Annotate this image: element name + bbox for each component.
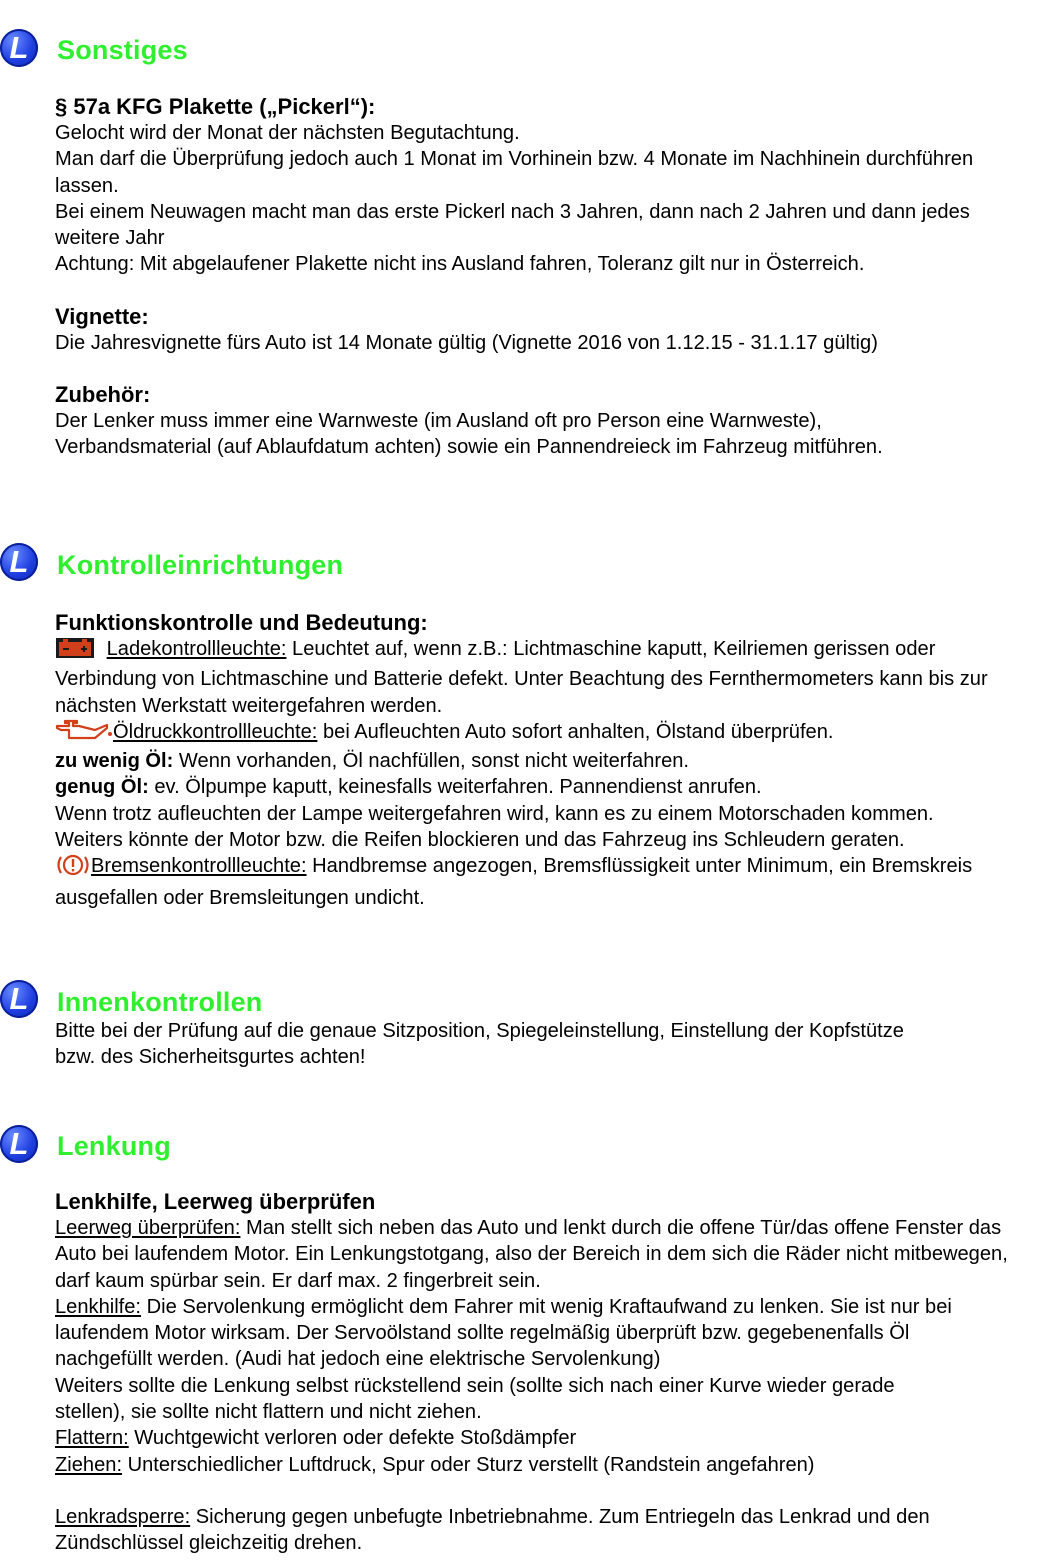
lenkhilfe-paragraph bbox=[55, 1294, 985, 1373]
brake-warning-icon bbox=[55, 853, 91, 884]
oeldruck-text: bei Aufleuchten Auto sofort anhalten, Ölstand überprüfen. bbox=[317, 720, 834, 743]
learner-badge-icon: L bbox=[0, 980, 38, 1018]
funktionskontrolle-heading: Funktionskontrolle und Bedeutung: bbox=[55, 610, 428, 635]
flattern-label: Flattern: bbox=[55, 1427, 129, 1450]
ziehen-text: Unterschiedlicher Luftdruck, Spur oder Sturz verstellt (Randstein angefahren) bbox=[122, 1453, 815, 1476]
flattern-paragraph bbox=[55, 1425, 1015, 1451]
zubehoer-text: Der Lenker muss immer eine Warnweste (im Ausland oft pro Person eine Warnweste), Verbandsmaterial (auf Ablaufdatum achten) sowie ein Pannendreieck im Fahrzeug mitführen. bbox=[55, 410, 883, 459]
bremsen-label: Bremsenkontrollleuchte: bbox=[91, 855, 307, 878]
oeldruck-paragraph bbox=[55, 719, 1015, 748]
lenkhilfe-text: Die Servolenkung ermöglicht dem Fahrer mit wenig Kraftaufwand zu lenken. Sie ist nur bei laufendem Motor wirksam. Der Servoölstand sollte regelmäßig überprüft bzw. gegebenenfalls Öl nachgefüllt werden. (Audi hat jedoch eine elektrische Servolenkung) bbox=[55, 1295, 952, 1371]
lenkung-body bbox=[55, 1189, 1015, 1557]
leerweg-paragraph bbox=[55, 1215, 1015, 1294]
ladekontrolle-text: Leuchtet auf, wenn z.B.: Lichtmaschine kaputt, Keilriemen gerissen oder Verbindung von Lichtmaschine und Batterie defekt. Unter Beachtung des Fernthermometers kann bis zur nächsten Werkstatt weitergefahren werden. bbox=[55, 638, 988, 717]
lenkradsperre-label: Lenkradsperre: bbox=[55, 1505, 191, 1528]
weiters-text: Weiters sollte die Lenkung selbst rückstellend sein (sollte sich nach einer Kurve wieder gerade stellen), sie sollte nicht flattern und nicht ziehen. bbox=[55, 1374, 895, 1424]
innenkontrollen-text: Bitte bei der Prüfung auf die genaue Sitzposition, Spiegeleinstellung, Einstellung der Kopfstütze bzw. des Sicherheitsgurtes achten! bbox=[55, 1020, 904, 1069]
pickerl-heading: § 57a KFG Plakette („Pickerl“): bbox=[55, 94, 376, 119]
ziehen-label: Ziehen: bbox=[55, 1453, 123, 1476]
flattern-text: Wuchtgewicht verloren oder defekte Stoßdämpfer bbox=[128, 1427, 577, 1450]
lenkradsperre-text: Sicherung gegen unbefugte Inbetriebnahme. Zum Entriegeln das Lenkrad und den Zündschlüssel gleichzeitig drehen. bbox=[55, 1505, 930, 1555]
learner-badge-icon: L bbox=[0, 1125, 38, 1163]
pickerl-line: Bei einem Neuwagen macht man das erste Pickerl nach 3 Jahren, dann nach 2 Jahren und dann jedes weitere Jahr bbox=[55, 200, 970, 250]
zuwenig-text: Wenn vorhanden, Öl nachfüllen, sonst nicht weiterfahren. bbox=[173, 750, 689, 773]
pickerl-line: Gelocht wird der Monat der nächsten Begutachtung. bbox=[55, 122, 520, 144]
learner-badge-icon: L bbox=[0, 543, 38, 581]
zuwenig-label: zu wenig Öl: bbox=[55, 750, 174, 773]
ziehen-paragraph bbox=[55, 1452, 1015, 1478]
genug-label: genug Öl: bbox=[55, 776, 149, 799]
vignette-text: Die Jahresvignette fürs Auto ist 14 Monate gültig (Vignette 2016 von 1.12.15 - 31.1.17 gültig) bbox=[55, 331, 878, 354]
ladekontrolle-label: Ladekontrollleuchte: bbox=[106, 638, 287, 660]
bremsen-text: Handbremse angezogen, Bremsflüssigkeit unter Minimum, ein Bremskreis ausgefallen oder Bremsleitungen undicht. bbox=[55, 855, 973, 909]
learner-badge-icon: L bbox=[0, 29, 38, 67]
genug-text: ev. Ölpumpe kaputt, keinesfalls weiterfahren. Pannendienst anrufen. bbox=[148, 776, 762, 799]
section-title-sonstiges: Sonstiges bbox=[57, 35, 188, 65]
section-title-lenkung: Lenkung bbox=[57, 1131, 171, 1161]
section-title-innenkontrollen: Innenkontrollen bbox=[57, 987, 263, 1017]
lenkhilfe-label: Lenkhilfe: bbox=[55, 1295, 142, 1318]
oil-can-icon bbox=[55, 719, 113, 748]
zubehoer-heading: Zubehör: bbox=[55, 382, 151, 408]
section-title-kontrolleinrichtungen: Kontrolleinrichtungen bbox=[57, 550, 344, 580]
lenkradsperre-paragraph bbox=[55, 1504, 975, 1557]
kontroll-body bbox=[55, 610, 1015, 911]
pickerl-line: Man darf die Überprüfung jedoch auch 1 Monat im Vorhinein bzw. 4 Monate im Nachhinein durchführen lassen. bbox=[55, 148, 974, 197]
leerweg-text: Man stellt sich neben das Auto und lenkt durch die offene Tür/das offene Fenster das Auto bei laufendem Motor. Ein Lenkungstotgang, also der Bereich in dem sich die Räder nicht mitbewegen, darf kaum spürbar sein. Er darf max. 2 fingerbreit sein. bbox=[55, 1217, 1008, 1292]
zuwenig-paragraph bbox=[55, 748, 1015, 774]
pickerl-line: Achtung: Mit abgelaufener Plakette nicht ins Ausland fahren, Toleranz gilt nur in Österreich. bbox=[55, 253, 865, 276]
sonstiges-body bbox=[55, 94, 1015, 461]
oeldruck-label: Öldruckkontrollleuchte: bbox=[113, 720, 318, 743]
motorschaden-text: Wenn trotz aufleuchten der Lampe weitergefahren wird, kann es zu einem Motorschaden kommen. Weiters könnte der Motor bzw. die Reifen blockieren und das Fahrzeug ins Schleudern geraten. bbox=[55, 802, 934, 852]
battery-warning-icon bbox=[55, 637, 95, 666]
vignette-heading: Vignette: bbox=[55, 303, 149, 329]
lenkhilfe-leerweg-heading: Lenkhilfe, Leerweg überprüfen bbox=[55, 1189, 376, 1214]
leerweg-label: Leerweg überprüfen: bbox=[55, 1217, 241, 1239]
genug-paragraph bbox=[55, 774, 1015, 800]
ladekontrolle-paragraph bbox=[55, 636, 1015, 719]
bremsen-paragraph bbox=[55, 853, 995, 911]
